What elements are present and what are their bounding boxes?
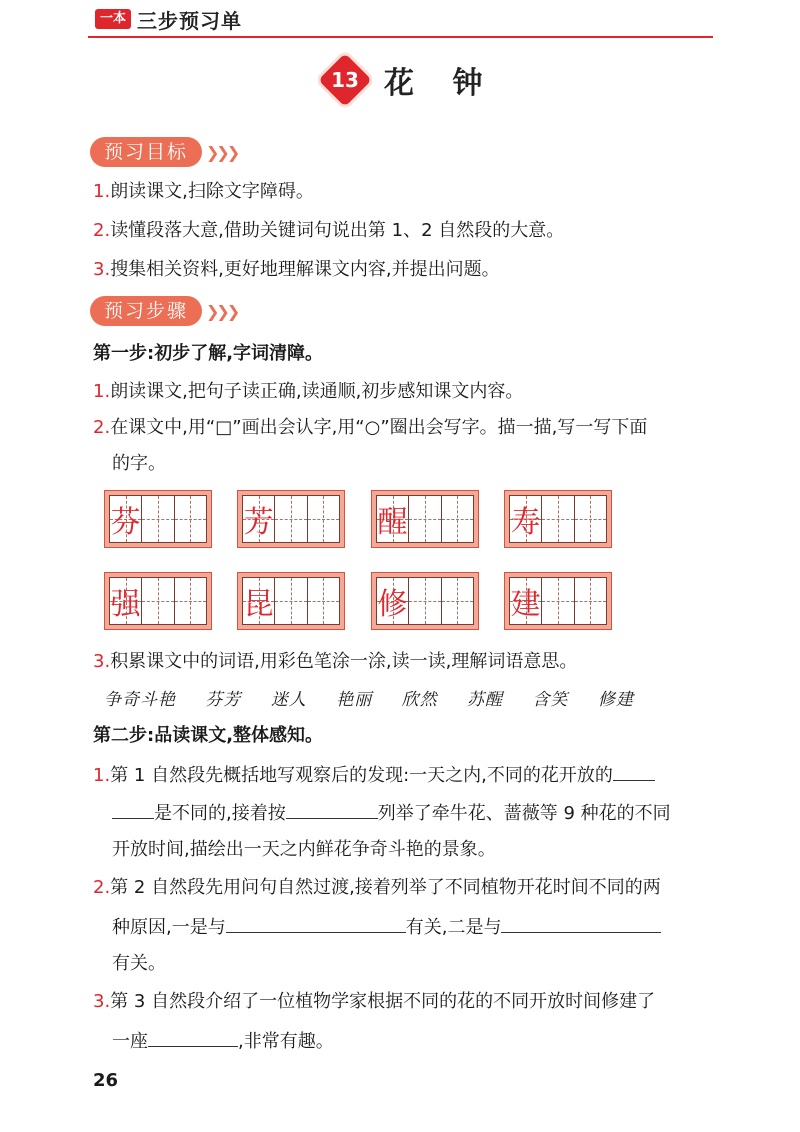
- section-tag-steps: [90, 296, 237, 326]
- page-number: 26: [93, 1070, 119, 1091]
- fill-blank[interactable]: [501, 912, 661, 933]
- step-one-item-continued: 的字。: [112, 453, 166, 474]
- vocab-word[interactable]: 欣然: [401, 690, 438, 710]
- trace-character: 芬: [110, 505, 141, 540]
- writing-grid-cell[interactable]: [371, 490, 479, 548]
- step-two-question-continued: 开放时间,描绘出一天之内鲜花争奇斗艳的景象。: [112, 839, 496, 860]
- section-tag-label: 预习步骤: [90, 296, 202, 326]
- section-tag-goals: [90, 137, 237, 167]
- vocab-word[interactable]: 苏醒: [467, 690, 504, 710]
- lesson-heading: [318, 52, 496, 108]
- trace-character: 修: [377, 587, 408, 622]
- trace-character: 醒: [377, 505, 408, 540]
- fill-blank[interactable]: [613, 760, 655, 781]
- vocab-word[interactable]: 艳丽: [336, 690, 373, 710]
- step-two-question-continued: 一座 ,非常有趣。: [112, 1026, 334, 1056]
- vocab-word[interactable]: 迷人: [270, 690, 307, 710]
- vocab-word[interactable]: 芬芳: [205, 690, 242, 710]
- trace-character: 建: [510, 587, 541, 622]
- fill-blank[interactable]: [226, 912, 406, 933]
- step-two-question-continued: 有关。: [112, 953, 166, 974]
- vocabulary-list: [104, 685, 657, 710]
- step-two-question: 3.第 3 自然段介绍了一位植物学家根据不同的花的不同开放时间修建了: [93, 991, 656, 1012]
- trace-character: 昆: [243, 587, 274, 622]
- writing-grid-cell[interactable]: [504, 490, 612, 548]
- trace-character: 寿: [510, 505, 541, 540]
- step-two-question-continued: 是不同的,接着按 列举了牵牛花、蔷薇等 9 种花的不同: [112, 798, 671, 828]
- fill-blank[interactable]: [148, 1026, 238, 1047]
- fill-blank[interactable]: [286, 798, 378, 819]
- step-one-item: 1.朗读课文,把句子读正确,读通顺,初步感知课文内容。: [93, 381, 524, 402]
- chevrons-right-icon: ❯❯❯: [206, 301, 238, 321]
- writing-grid-cell[interactable]: [104, 572, 212, 630]
- writing-grid-cell[interactable]: [237, 490, 345, 548]
- trace-character: 芳: [243, 505, 274, 540]
- header-title: 三步预习单: [137, 8, 243, 33]
- step-one-title: 第一步:初步了解,字词清障。: [93, 343, 324, 364]
- lesson-title: 花 钟: [384, 66, 497, 101]
- goal-item: 1.朗读课文,扫除文字障碍。: [93, 181, 314, 202]
- writing-grid-cell[interactable]: [237, 572, 345, 630]
- section-tag-label: 预习目标: [90, 137, 202, 167]
- lesson-number-badge: [318, 53, 372, 107]
- goal-item: 3.搜集相关资料,更好地理解课文内容,并提出问题。: [93, 259, 500, 280]
- writing-grid-cell[interactable]: [104, 490, 212, 548]
- step-two-title: 第二步:品读课文,整体感知。: [93, 725, 324, 746]
- lesson-number: 13: [331, 68, 359, 92]
- writing-grid-cell[interactable]: [504, 572, 612, 630]
- vocab-word[interactable]: 争奇斗艳: [104, 690, 176, 710]
- fill-blank[interactable]: [112, 798, 154, 819]
- vocab-word[interactable]: 修建: [597, 690, 634, 710]
- writing-grid-cell[interactable]: [371, 572, 479, 630]
- trace-character: 强: [110, 587, 141, 622]
- step-two-question-continued: 种原因,一是与 有关,二是与: [112, 912, 661, 942]
- brand-logo: 一本: [95, 9, 131, 29]
- chevrons-right-icon: ❯❯❯: [206, 142, 238, 162]
- step-one-item: 3.积累课文中的词语,用彩色笔涂一涂,读一读,理解词语意思。: [93, 651, 578, 672]
- step-two-question: 1.第 1 自然段先概括地写观察后的发现:一天之内,不同的花开放的: [93, 760, 655, 790]
- goal-item: 2.读懂段落大意,借助关键词句说出第 1、2 自然段的大意。: [93, 220, 565, 241]
- vocab-word[interactable]: 含笑: [532, 690, 569, 710]
- header-divider: [88, 36, 713, 38]
- step-one-item: 2.在课文中,用“□”画出会认字,用“○”圈出会写字。描一描,写一写下面: [93, 417, 648, 438]
- page-header: [95, 5, 242, 33]
- step-two-question: 2.第 2 自然段先用问句自然过渡,接着列举了不同植物开花时间不同的两: [93, 877, 661, 898]
